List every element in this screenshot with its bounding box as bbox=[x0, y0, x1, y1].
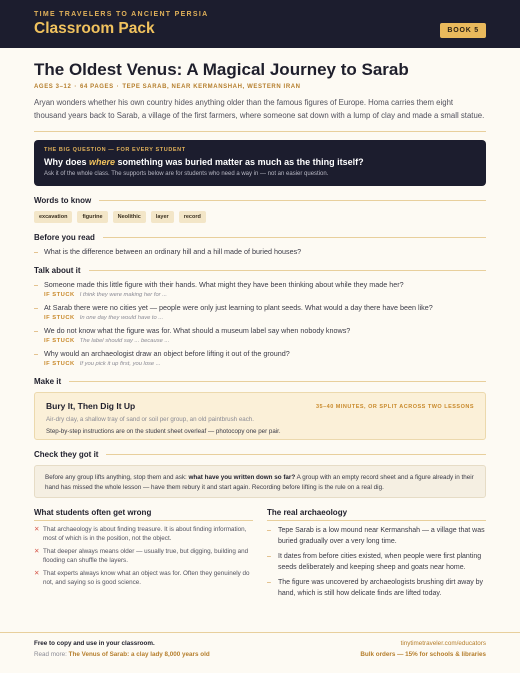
word-chip: layer bbox=[151, 211, 174, 223]
word-chip: Neolithic bbox=[113, 211, 146, 223]
series-title: TIME TRAVELERS TO ANCIENT PERSIA bbox=[34, 11, 209, 18]
activity-steps: Step-by-step instructions are on the student sheet overleaf — photocopy one per pair. bbox=[46, 428, 281, 435]
wrong-item: ✕ That experts always know what an object was for. Often they genuinely do not, and saying so is good science. bbox=[34, 570, 250, 586]
pack-title: Classroom Pack bbox=[34, 20, 155, 37]
talk-heading: Talk about it bbox=[34, 266, 486, 275]
big-question-note: Ask it of the whole class. The supports below are for students who need a way in — not an easier question. bbox=[44, 171, 329, 177]
talk-list bbox=[34, 280, 486, 367]
check-heading: Check they got it bbox=[34, 450, 486, 459]
make-activity-box bbox=[34, 392, 486, 440]
words-heading: Words to know bbox=[34, 196, 486, 205]
big-question-box bbox=[34, 140, 486, 186]
cross-icon: ✕ bbox=[34, 526, 40, 533]
wrong-item: ✕ That deeper always means older — usually true, but digging, building and flooding can shuffle the layers. bbox=[34, 548, 249, 564]
two-column-section bbox=[34, 508, 486, 599]
talk-question: – We do not know what the figure was for. What should a museum label say when nobody knows? bbox=[34, 326, 351, 335]
check-emphasis: what have you written down so far? bbox=[188, 474, 296, 481]
if-stuck-prompt: IF STUCK I think they were making her for ... bbox=[44, 292, 168, 298]
book-badge: BOOK 5 bbox=[440, 23, 486, 38]
big-question-text: Why does where something was buried matter as much as the thing itself? bbox=[44, 157, 364, 167]
pages-label: 64 PAGES bbox=[80, 84, 114, 90]
footer-right bbox=[360, 640, 486, 658]
location-label: TEPE SARAB, NEAR KERMANSHAH, WESTERN IRAN bbox=[122, 84, 301, 90]
footer bbox=[0, 632, 520, 673]
cross-icon: ✕ bbox=[34, 548, 40, 555]
footer-read-more: Read more: The Venus of Sarab: a clay lady 8,000 years old bbox=[34, 651, 210, 658]
real-column bbox=[267, 508, 486, 599]
talk-question: – Someone made this little figure with their hands. What might they have been thinking about while they made her? bbox=[34, 280, 404, 289]
if-stuck-prompt: IF STUCK If you pick it up first, you lose ... bbox=[44, 361, 161, 367]
word-chip: record bbox=[179, 211, 206, 223]
real-item: – The figure was uncovered by archaeologists brushing dirt away by hand, which is still how delicate finds are lifted today. bbox=[267, 579, 484, 597]
big-question-emphasis: where bbox=[89, 157, 116, 167]
real-item: – Tepe Sarab is a low mound near Kermanshah — a village that was buried gradually over a very long time. bbox=[267, 527, 485, 545]
activity-duration: 35–40 MINUTES, OR SPLIT ACROSS TWO LESSONS bbox=[315, 404, 474, 410]
educators-url[interactable]: tinytimetraveler.com/educators bbox=[400, 640, 486, 647]
lesson-title: The Oldest Venus: A Magical Journey to Sarab bbox=[34, 60, 409, 79]
wrong-heading: What students often get wrong bbox=[34, 508, 253, 521]
talk-question: – At Sarab there were no cities yet — people were only just learning to plant seeds. What would a day there have been like? bbox=[34, 303, 433, 312]
check-box: Before any group lifts anything, stop them and ask: what have you written down so far? A group with an empty record sheet and a figure already in their hand has missed the whole lesson — have them rebury it and start again. Recording before lifting is the rule on a real dig. bbox=[34, 465, 486, 498]
bulk-orders-note: Bulk orders — 15% for schools & libraries bbox=[360, 651, 486, 658]
before-question: – What is the difference between an ordinary hill and a hill made of buried houses? bbox=[34, 247, 302, 256]
before-heading: Before you read bbox=[34, 233, 486, 242]
wrong-item: ✕ That archaeology is about finding treasure. It is about finding information, most of which is in the position, not the object. bbox=[34, 526, 247, 542]
divider bbox=[34, 131, 486, 132]
lesson-meta: AGES 3–12 · 64 PAGES · TEPE SARAB, NEAR KERMANSHAH, WESTERN IRAN bbox=[34, 84, 301, 90]
activity-materials: Air-dry clay, a shallow tray of sand or soil per group, an old paintbrush each. bbox=[46, 416, 254, 423]
footer-free-note: Free to copy and use in your classroom. bbox=[34, 640, 155, 647]
ages-label: AGES 3–12 bbox=[34, 84, 72, 90]
word-chip: figurine bbox=[77, 211, 107, 223]
lesson-intro: Aryan wonders whether his own country hides anything older than the famous figures of Europe. Homa carries them eight thousand years back to Sarab, a village of the first farmers, where someone sat down with a lump of clay and made a small statue. bbox=[34, 98, 485, 120]
real-item: – It dates from before cities existed, when people were first planting seeds deliberately and keeping sheep and goats near home. bbox=[267, 553, 482, 571]
word-chips bbox=[34, 211, 486, 223]
make-heading: Make it bbox=[34, 377, 486, 386]
big-question-kicker: THE BIG QUESTION — FOR EVERY STUDENT bbox=[44, 147, 186, 153]
wrong-column bbox=[34, 508, 267, 599]
read-more-link[interactable]: The Venus of Sarab: a clay lady 8,000 years old bbox=[68, 651, 210, 658]
activity-title: Bury It, Then Dig It Up bbox=[46, 401, 136, 411]
cross-icon: ✕ bbox=[34, 570, 40, 577]
header-bar bbox=[0, 0, 520, 48]
if-stuck-prompt: IF STUCK The label should say ... because ... bbox=[44, 338, 170, 344]
talk-question: – Why would an archaeologist draw an object before lifting it out of the ground? bbox=[34, 349, 290, 358]
real-heading: The real archaeology bbox=[267, 508, 486, 521]
word-chip: excavation bbox=[34, 211, 72, 223]
if-stuck-prompt: IF STUCK In one day they would have to ... bbox=[44, 315, 164, 321]
